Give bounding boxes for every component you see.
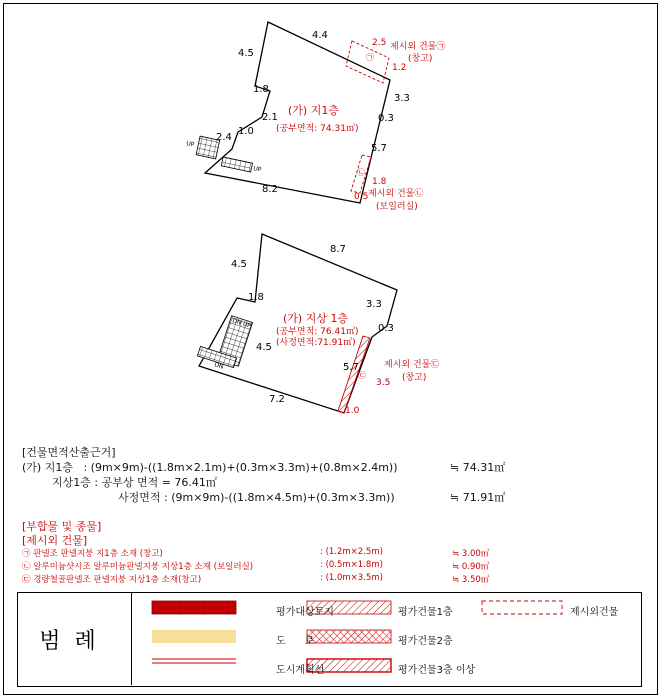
legend-bldg2: 평가건물2층	[398, 636, 453, 647]
calc-line-3: 사정면적 : (9m×9m)-((1.8m×4.5m)+(0.3m×3.3m))	[118, 491, 395, 504]
dim-bottom-2: 4.5	[231, 259, 247, 270]
calc-line-1-value: ≒ 74.31㎡	[450, 461, 506, 474]
basement-area: (공부면적: 74.31㎡)	[276, 124, 359, 134]
annex-row-1-calc: : (1.2m×2.5m)	[320, 547, 383, 557]
dim-bottom-10: 1.0	[345, 406, 360, 416]
dim-top-5: 1.0	[238, 126, 254, 137]
legend-bldg1: 평가건물1층	[398, 607, 453, 618]
annex-2-mark: ㉡	[357, 168, 365, 177]
ground-area-1: (공부면적: 76.41㎡)	[276, 327, 359, 337]
annex-row-3-desc: ㉢ 경량철골판넬조 판넬지붕 지상1층 소재(창고)	[22, 575, 202, 585]
dim-bottom-3: 1.8	[248, 292, 264, 303]
calc-line-1: (가) 지1층 : (9m×9m)-((1.8m×2.1m)+(0.3m×3.3m)+(0.8m×2.4m))	[22, 461, 398, 474]
dim-bottom-4: 4.5	[256, 342, 272, 353]
dim-bottom-7: 0.3	[378, 323, 394, 334]
legend-box	[17, 592, 642, 687]
dim-bottom-1: 8.7	[330, 244, 346, 255]
calc-heading: [건물면적산출근거]	[22, 446, 116, 459]
dim-top-11: 2.5	[372, 38, 387, 48]
annex-2-use: (보일러실)	[376, 202, 418, 212]
dim-bottom-5: 7.2	[269, 394, 285, 405]
dim-top-6: 2.4	[216, 132, 232, 143]
annex-row-1-desc: ㉠ 판넬조 판넬지붕 지1층 소재 (창고)	[22, 549, 163, 559]
legend-title: 범례	[18, 593, 132, 685]
calc-line-3-value: ≒ 71.91㎡	[450, 491, 506, 504]
annex-row-2-desc: ㉡ 알루미늄샷시조 알루미늄판넬지붕 지상1층 소재 (보일러실)	[22, 562, 254, 572]
dim-top-8: 5.7	[371, 143, 387, 154]
dim-top-14: 0.5	[354, 192, 369, 202]
annex-1-use: (창고)	[408, 54, 433, 64]
ground-name: (가) 지상 1층	[283, 312, 349, 325]
annex-3-label: 제시외 건물㉢	[384, 360, 440, 370]
annex-3-use: (창고)	[402, 373, 427, 383]
annex-3-mark: ㉢	[358, 371, 366, 380]
dim-top-3: 1.8	[253, 84, 269, 95]
legend-extra: 제시외건물	[570, 607, 619, 618]
legend-swatches	[132, 593, 632, 685]
annex-row-3-calc: : (1.0m×3.5m)	[320, 573, 383, 583]
annex-row-2-value: ≒ 0.90㎡	[452, 562, 490, 572]
dim-top-12: 1.2	[392, 63, 407, 73]
stair-dn-label: DN	[213, 361, 225, 371]
basement-stair-2	[221, 157, 252, 172]
calc-line-2: 지상1층 : 공부상 면적 = 76.41㎡	[52, 476, 217, 489]
dim-top-10: 3.3	[394, 93, 410, 104]
annex-1-mark: ㉠	[366, 53, 374, 62]
stair-dn-up-label: DN UP	[231, 317, 252, 330]
dim-top-1: 4.4	[312, 30, 328, 41]
swatch-road	[152, 630, 236, 643]
swatch-extra	[482, 601, 562, 614]
dim-top-9: 0.3	[378, 113, 394, 124]
dim-top-7: 8.2	[262, 184, 278, 195]
swatch-subject-land	[152, 601, 236, 614]
annex-heading-2: [제시외 건물]	[22, 534, 88, 547]
dim-bottom-6: 3.3	[366, 299, 382, 310]
annex-heading-1: [부합물 및 종물]	[22, 520, 102, 533]
legend-subject-land: 평가대상토지	[276, 607, 334, 618]
annex-row-2-calc: : (0.5m×1.8m)	[320, 560, 383, 570]
legend-bldg3: 평가건물3층 이상	[398, 665, 476, 676]
dim-top-4: 2.1	[262, 112, 278, 123]
annex-2-label: 제시외 건물㉡	[368, 189, 424, 199]
annex-row-3-value: ≒ 3.50㎡	[452, 575, 490, 585]
stair-up-label-1: UP	[185, 140, 195, 149]
dim-bottom-8: 5.7	[343, 362, 359, 373]
legend-plan-line: 도시계획선	[276, 665, 325, 676]
swatch-bldg2	[307, 630, 391, 643]
ground-area-2: (사정면적:71.91㎡)	[276, 338, 356, 348]
legend-road: 도 로	[276, 636, 315, 647]
stair-up-label-2: UP	[252, 165, 262, 174]
dim-bottom-9: 3.5	[376, 378, 391, 388]
dim-top-13: 1.8	[372, 177, 387, 187]
annex-row-1-value: ≒ 3.00㎡	[452, 549, 490, 559]
basement-name: (가) 지1층	[288, 104, 339, 117]
annex-1-label: 제시외 건물㉠	[390, 42, 446, 52]
dim-top-2: 4.5	[238, 48, 254, 59]
